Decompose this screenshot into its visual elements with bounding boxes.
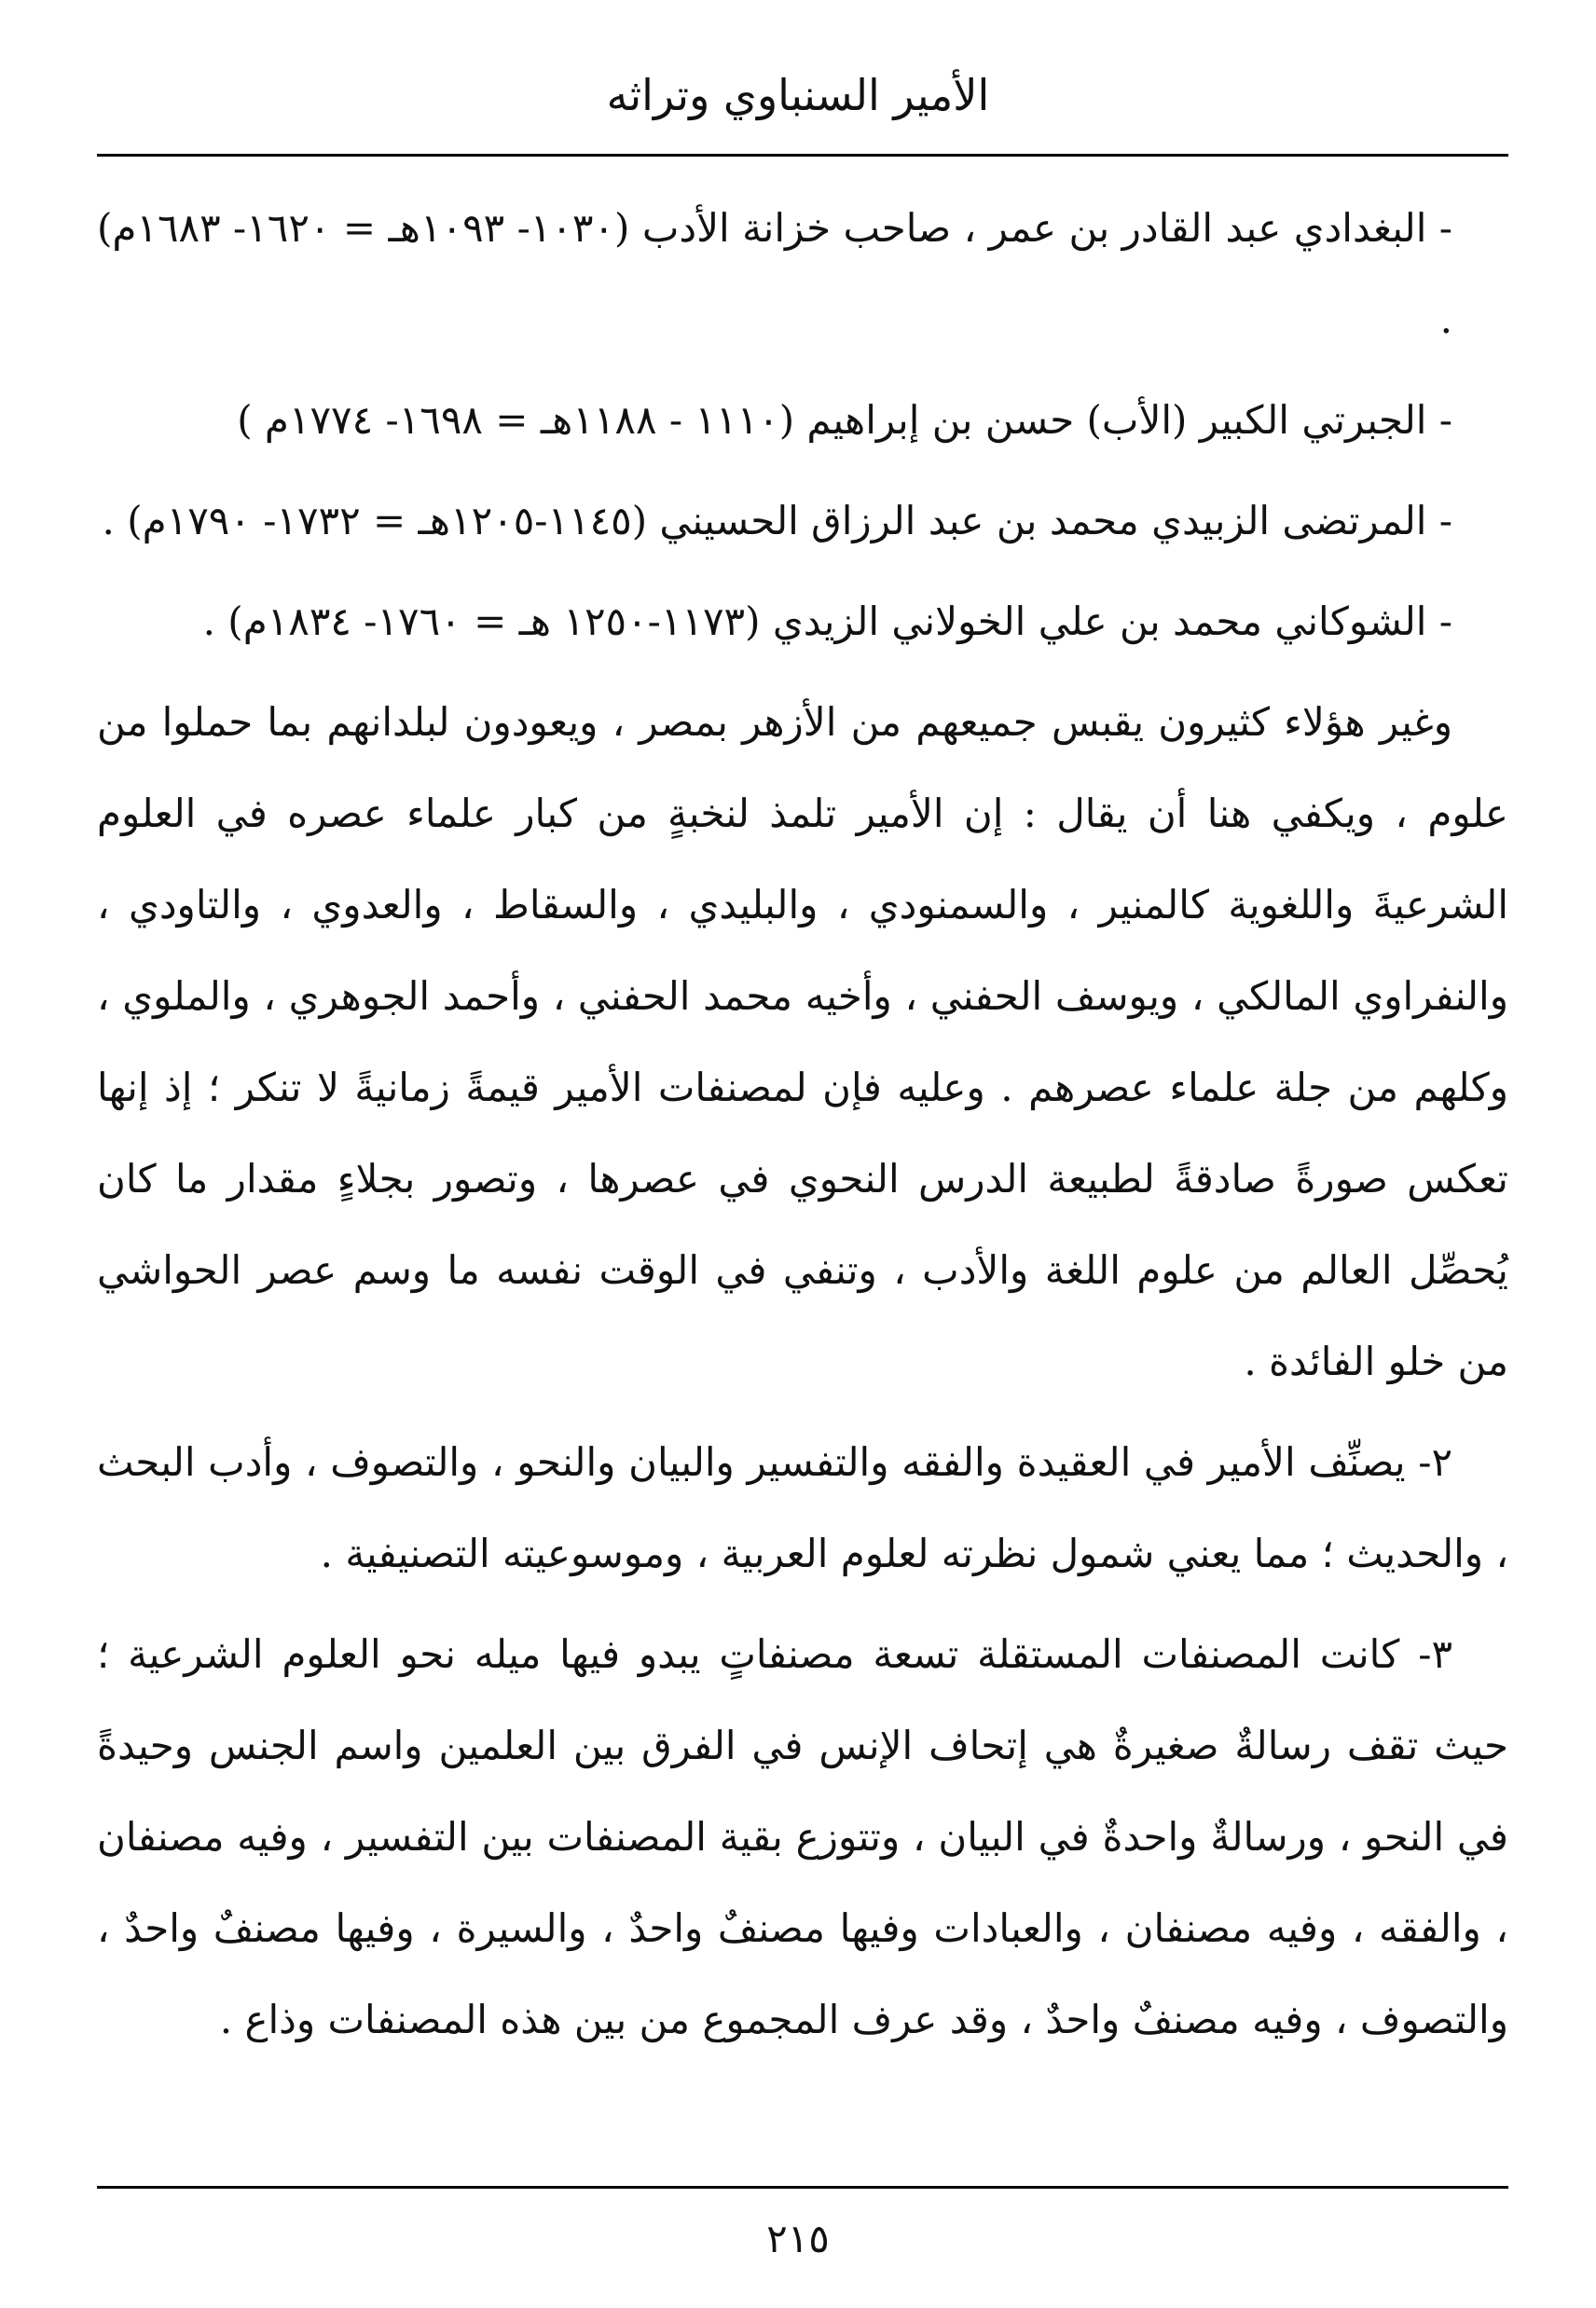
scholar-entry-shawkani: - الشوكاني محمد بن علي الخولاني الزيدي (١١٧٣-١٢٥٠ هـ = ١٧٦٠- ١٨٣٤م) . (202, 598, 1452, 644)
running-header: الأمير السنباوي وتراثه (606, 70, 990, 120)
point-2: ٢- يصنِّف الأمير في العقيدة والفقه والتفسير والبيان والنحو ، والتصوف ، وأدب البحث ، والحديث ؛ مما يعني شمول نظرته لعلوم العربية ، وموسوعيته التصنيفية . (97, 1439, 1508, 1576)
scholar-entry-baghdadi: - البغدادي عبد القادر بن عمر ، صاحب خزانة الأدب (١٠٣٠- ١٠٩٣هـ = ١٦٢٠- ١٦٨٣م) . (97, 205, 1452, 342)
point-3: ٣- كانت المصنفات المستقلة تسعة مصنفاتٍ يبدو فيها ميله نحو العلوم الشرعية ؛ حيث تقف رسالةٌ صغيرةٌ هي إتحاف الإنس في الفرق بين العلمين واسم الجنس وحيدةً في النحو ، ورسالةٌ واحدةٌ في البيان ، وتتوزع بقية المصنفات بين التفسير ، وفيه مصنفان ، والفقه ، وفيه مصنفان ، والعبادات وفيها مصنفٌ واحدٌ ، والسيرة ، وفيها مصنفٌ واحدٌ ، والتصوف ، وفيه مصنفٌ واحدٌ ، وقد عرف المجموع من بين هذه المصنفات وذاع . (97, 1631, 1508, 2042)
footer-rule (97, 2186, 1508, 2189)
body-text (97, 183, 1508, 2075)
page-number: ٢١٥ (766, 2216, 830, 2261)
paragraph-teachers: وغير هؤلاء كثيرون يقبس جميعهم من الأزهر بمصر ، ويعودون لبلدانهم بما حملوا من علوم ، ويكفي هنا أن يقال : إن الأمير تلمذ لنخبةٍ من كبار علماء عصره في العلوم الشرعيةَ واللغوية كالمنير ، والسمنودي ، والبليدي ، والسقاط ، والعدوي ، والتاودي ، والنفراوي المالكي ، ويوسف الحفني ، وأخيه محمد الحفني ، وأحمد الجوهري ، والملوي ، وكلهم من جلة علماء عصرهم . وعليه فإن لمصنفات الأمير قيمةً زمانيةً لا تنكر ؛ إذ إنها تعكس صورةً صادقةً لطبيعة الدرس النحوي في عصرها ، وتصور بجلاءٍ مقدار ما كان يُحصِّل العالم من علوم اللغة والأدب ، وتنفي في الوقت نفسه ما وسم عصر الحواشي من خلو الفائدة . (97, 699, 1508, 1384)
header-rule (97, 154, 1508, 157)
scholar-entry-jabarti: - الجبرتي الكبير (الأب) حسن بن إبراهيم (١١١٠ - ١١٨٨هـ = ١٦٩٨- ١٧٧٤م ) (237, 397, 1452, 443)
scholar-entry-zabidi: - المرتضى الزبيدي محمد بن عبد الرزاق الحسيني (١١٤٥-١٢٠٥هـ = ١٧٣٢- ١٧٩٠م) . (102, 498, 1452, 543)
